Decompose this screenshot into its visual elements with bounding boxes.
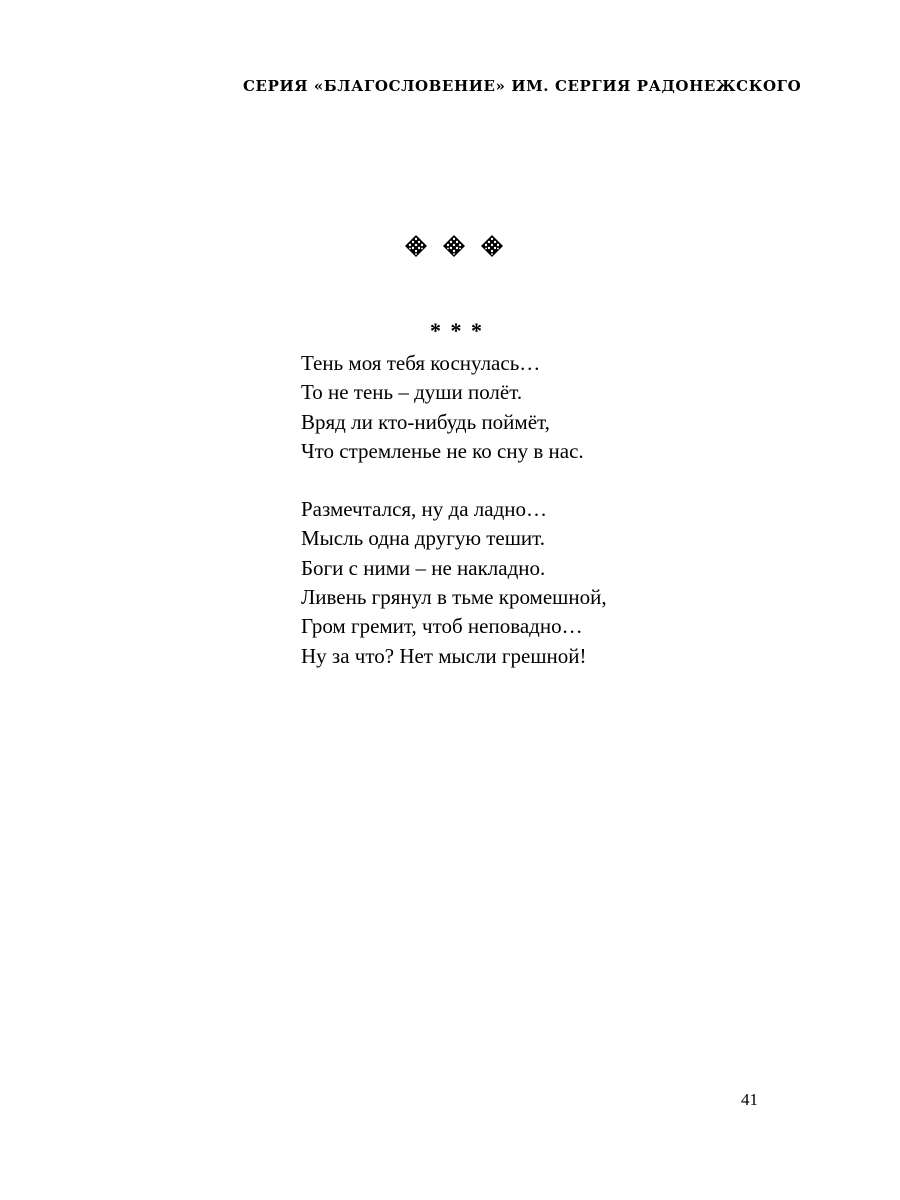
poem-line: Ну за что? Нет мысли грешной! <box>301 643 587 668</box>
ornament-divider <box>404 234 504 258</box>
poem-asterisks: * * * <box>430 318 484 343</box>
poem-stanza-2 <box>301 495 821 671</box>
poem-line: Что стремленье не ко сну в нас. <box>301 438 584 463</box>
poem-stanza-1 <box>301 349 821 466</box>
poem <box>301 349 821 700</box>
diamond-lattice-icon <box>442 234 466 258</box>
poem-line: Мысль одна другую тешит. <box>301 526 546 551</box>
poem-line: То не тень – души полёт. <box>301 380 523 405</box>
poem-line: Ливень грянул в тьме кромешной, <box>301 585 607 610</box>
poem-line: Боги с ними – не накладно. <box>301 555 546 580</box>
diamond-lattice-icon <box>480 234 504 258</box>
page-number: 41 <box>741 1090 758 1109</box>
running-header: СЕРИЯ «БЛАГОСЛОВЕНИЕ» ИМ. СЕРГИЯ РАДОНЕЖСКОГО <box>243 77 802 95</box>
poem-line: Размечтался, ну да ладно… <box>301 497 548 522</box>
poem-line: Тень моя тебя коснулась… <box>301 351 541 375</box>
poem-line: Гром гремит, чтоб неповадно… <box>301 614 583 639</box>
poem-line: Вряд ли кто-нибудь поймёт, <box>301 409 550 434</box>
diamond-lattice-icon <box>404 234 428 258</box>
